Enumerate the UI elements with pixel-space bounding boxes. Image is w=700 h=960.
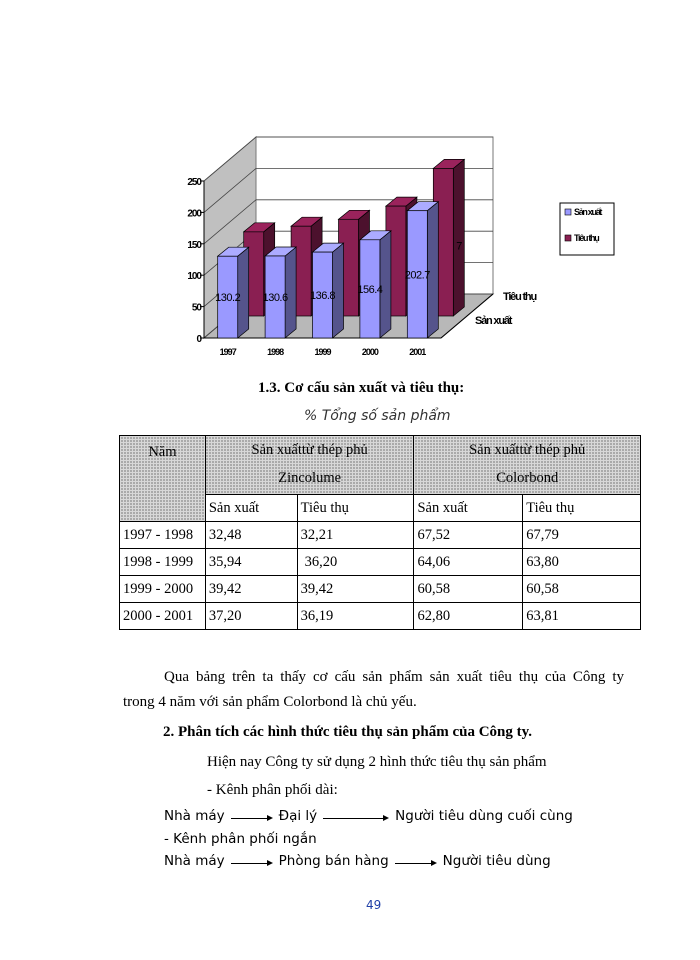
table-subtitle: % Tổng số sản phẩm (304, 408, 451, 424)
depth-label-production: Sản xuất (475, 315, 512, 327)
zincolume-header-line1: Sản xuấttừ thép phủ (251, 442, 368, 458)
colorbond-header-line1: Sản xuấttừ thép phủ (469, 442, 586, 458)
year-header: Năm (120, 436, 206, 522)
cell: 32,48 (205, 522, 297, 549)
intro-sentence: Hiện nay Công ty sử dụng 2 hình thức tiêu thụ sản phẩm (207, 754, 547, 770)
row-year: 1998 - 1999 (120, 549, 206, 576)
y-tick-label: 100 (187, 271, 201, 283)
flow1-agent: Đại lý (278, 808, 318, 824)
flow1-end-consumer: Người tiêu dùng cuối cùng (395, 808, 573, 824)
y-tick-label: 200 (187, 208, 201, 220)
legend-swatch (565, 235, 571, 241)
table-row (120, 522, 641, 549)
colorbond-header-line2: Colorbond (496, 470, 559, 486)
subheader-color-consumption: Tiêu thụ (523, 495, 641, 522)
depth-label-consumption: Tiêu thụ (503, 291, 536, 303)
legend-entry: Sản xuất (574, 207, 602, 217)
data-label: 156.4 (357, 283, 383, 296)
x-tick-label: 1998 (267, 347, 284, 357)
data-label: 130.2 (215, 292, 241, 305)
cell: 67,79 (523, 522, 641, 549)
arrow-icon (395, 856, 437, 866)
data-label: 136.8 (309, 290, 336, 303)
x-tick-label: 1999 (314, 347, 331, 357)
table-row (120, 603, 641, 630)
cell: 39,42 (297, 576, 414, 603)
bar-side (453, 159, 464, 316)
row-year: 2000 - 2001 (120, 603, 206, 630)
cell: 63,80 (523, 549, 641, 576)
production-consumption-chart (0, 0, 700, 375)
cell: 62,80 (414, 603, 523, 630)
arrow-icon (231, 856, 273, 866)
cell: 67,52 (414, 522, 523, 549)
row-year: 1997 - 1998 (120, 522, 206, 549)
page-number: 49 (366, 898, 382, 912)
arrow-icon (231, 811, 273, 821)
cell: 60,58 (523, 576, 641, 603)
colorbond-header (414, 436, 641, 495)
flow2-factory: Nhà máy (164, 853, 225, 869)
x-tick-label: 1997 (219, 347, 236, 357)
structure-table (119, 435, 641, 630)
flow1-factory: Nhà máy (164, 808, 225, 824)
y-tick-label: 0 (196, 334, 201, 345)
short-channel-flow (164, 853, 551, 869)
subheader-color-production: Sản xuất (414, 495, 523, 522)
flow2-consumer: Người tiêu dùng (442, 853, 551, 869)
cell: 32,21 (297, 522, 414, 549)
chart-legend (560, 203, 614, 255)
data-label: 202.7 (404, 269, 430, 282)
legend-entry: Tiêu thụ (574, 233, 599, 243)
table-row (120, 576, 641, 603)
paragraph-line-2: trong 4 năm với sản phẩm Colorbond là chủ yếu. (123, 694, 417, 710)
zincolume-header (205, 436, 414, 495)
row-year: 1999 - 2000 (120, 576, 206, 603)
y-tick-label: 150 (187, 239, 201, 251)
flow2-sales-room: Phòng bán hàng (278, 853, 389, 869)
zincolume-header-line2: Zincolume (278, 470, 342, 486)
cell: 35,94 (205, 549, 297, 576)
data-label: 130.6 (262, 291, 288, 304)
section-heading: 1.3. Cơ cấu sản xuất và tiêu thụ: (258, 380, 465, 396)
paragraph-line-1: Qua bảng trên ta thấy cơ cấu sản phẩm sản xuất tiêu thụ của Công ty (164, 669, 624, 685)
table-row (120, 549, 641, 576)
section-2-heading: 2. Phân tích các hình thức tiêu thụ sản phẩm của Công ty. (163, 724, 533, 740)
long-channel-flow (164, 808, 573, 824)
short-channel-label: - Kênh phân phối ngắn (164, 831, 317, 847)
x-tick-label: 2000 (361, 347, 378, 357)
x-tick-label: 2001 (409, 347, 426, 357)
subheader-zinc-consumption: Tiêu thụ (297, 495, 414, 522)
partial-data-label: 7 (456, 240, 463, 253)
cell: 63,81 (523, 603, 641, 630)
long-channel-label: - Kênh phân phối dài: (207, 782, 338, 798)
y-tick-label: 50 (191, 302, 201, 314)
y-tick-label: 250 (187, 177, 201, 188)
cell: 36,20 (297, 549, 414, 576)
cell: 64,06 (414, 549, 523, 576)
subheader-zinc-production: Sản xuất (205, 495, 297, 522)
cell: 39,42 (205, 576, 297, 603)
cell: 36,19 (297, 603, 414, 630)
legend-swatch (565, 209, 571, 215)
cell: 37,20 (205, 603, 297, 630)
arrow-icon (323, 811, 389, 821)
cell: 60,58 (414, 576, 523, 603)
